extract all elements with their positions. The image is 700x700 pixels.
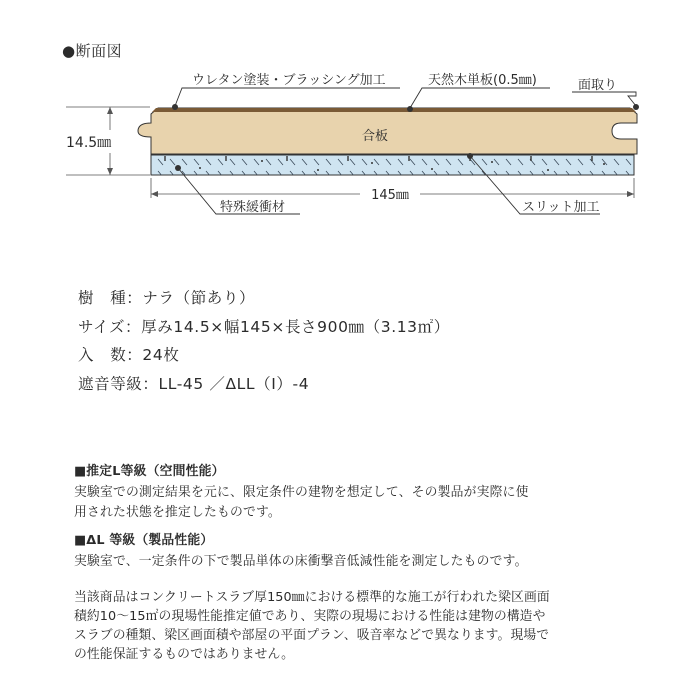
spec-label: 遮音等級： — [78, 374, 159, 393]
note-line: の性能保証するものではありません。 — [74, 647, 295, 662]
info-line: 実験室で、一定条件の下で製品単体の床衝撃音低減性能を測定したものです。 — [74, 553, 528, 569]
chamfer-label: 面取り — [578, 78, 618, 93]
spec-value: 24枚 — [142, 346, 180, 364]
spec-value: LL-45 ／ΔLL（Ⅰ）-4 — [158, 374, 310, 393]
veneer-layer — [152, 108, 636, 112]
spec-row-species — [78, 284, 450, 313]
note-line: 当該商品はコンクリートスラブ厚150㎜における標準的な施工が行われた梁区画面 — [74, 590, 550, 605]
spec-label: サイズ： — [78, 317, 142, 336]
spec-list — [78, 284, 450, 398]
disclaimer-note — [74, 588, 550, 664]
note-line: 積約10～15㎡の現場性能推定値であり、実際の現場における性能は建物の構造や — [74, 609, 546, 624]
info-line: 実験室での測定結果を元に、限定条件の建物を想定して、その製品が実際に使 — [74, 484, 529, 500]
note-line: スラブの種類、梁区画面積や部屋の平面プラン、吸音率などで異なります。現場で — [74, 628, 550, 643]
info-heading: ■ΔL 等級（製品性能） — [74, 533, 214, 548]
info-delta-l-rating — [74, 531, 528, 572]
spec-row-quantity — [78, 341, 450, 370]
cushion-label: 特殊緩衝材 — [220, 200, 286, 215]
spec-label: 入 数： — [78, 346, 143, 364]
callout-leaders-top — [175, 88, 636, 108]
veneer-label: 天然木単板(0.5㎜) — [428, 73, 537, 88]
spec-value: ナラ（節あり） — [142, 289, 256, 307]
width-label: 145㎜ — [371, 188, 409, 203]
coating-label: ウレタン塗装・ブラッシング加工 — [192, 73, 386, 88]
spec-value: 厚み14.5×幅145×長さ900㎜（3.13㎡） — [141, 317, 450, 336]
spec-label: 樹 種： — [78, 289, 143, 307]
cross-section-diagram — [0, 0, 700, 260]
spec-row-sound-rating — [78, 370, 450, 399]
spec-row-size — [78, 313, 450, 342]
info-estimated-l-rating — [74, 462, 529, 524]
section-title: ●断面図 — [62, 42, 123, 60]
slit-label: スリット加工 — [522, 200, 600, 215]
thickness-label: 14.5㎜ — [66, 135, 112, 151]
cushion-hatch — [151, 155, 634, 175]
plywood-label: 合板 — [361, 129, 389, 144]
info-heading: ■推定L等級（空間性能） — [74, 464, 225, 479]
info-line: 用された状態を推定したものです。 — [74, 505, 281, 520]
